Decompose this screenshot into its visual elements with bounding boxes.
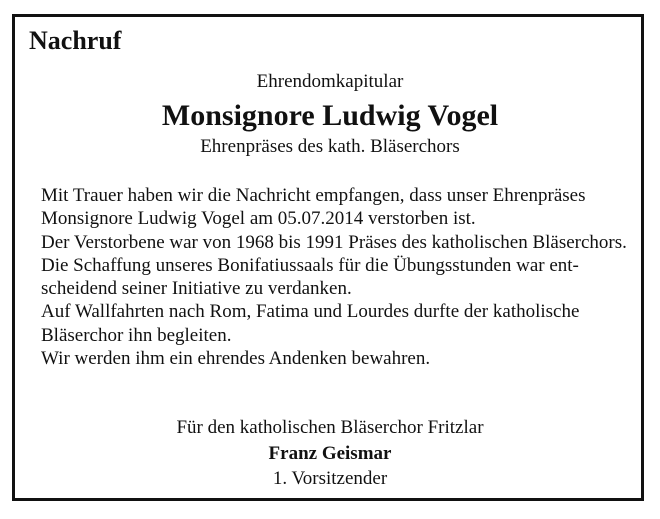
body-line: Mit Trauer haben wir die Nachricht empfangen, dass unser Ehrenpräses [41, 185, 586, 206]
body-line: Bläserchor ihn begleiten. [41, 324, 232, 346]
deceased-role: Ehrenpräses des kath. Bläserchors [200, 136, 460, 157]
signature-role: 1. Vorsitzender [272, 468, 388, 489]
signature-organization: Für den katholischen Bläserchor Fritzlar [176, 417, 484, 438]
deceased-name: Monsignore Ludwig Vogel [161, 99, 499, 132]
body-line: Der Verstorbene war von 1968 bis 1991 Präses des katholischen Bläserchors. [41, 231, 627, 253]
body-line: Monsignore Ludwig Vogel am 05.07.2014 verstorben ist. [41, 208, 476, 230]
body-line: Wir werden ihm ein ehrendes Andenken bewahren. [41, 348, 431, 370]
body-line: scheidend seiner Initiative zu verdanken. [41, 278, 352, 300]
body-line: Auf Wallfahrten nach Rom, Fatima und Lourdes durfte der katholische [41, 301, 580, 323]
notice-heading: Nachruf [29, 26, 122, 55]
honorary-title: Ehrendomkapitular [256, 71, 404, 92]
signature-name: Franz Geismar [268, 443, 392, 464]
body-line: Die Schaffung unseres Bonifatiussaals für die Übungsstunden war ent- [41, 254, 579, 276]
notice-body [41, 184, 641, 370]
